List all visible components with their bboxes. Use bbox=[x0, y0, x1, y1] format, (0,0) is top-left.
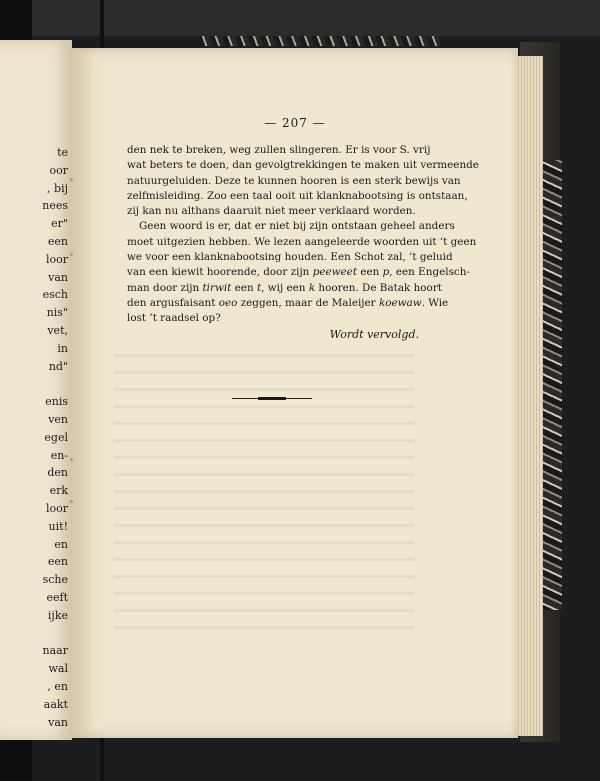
left-page-fragment: ijke bbox=[47, 608, 68, 622]
left-page-fragment: sche bbox=[42, 573, 68, 587]
left-page-fragment: nd" bbox=[48, 359, 68, 373]
text-line bbox=[127, 219, 455, 234]
text-segment: natuurgeluiden. Deze te kunnen hooren is een sterk bewijs van bbox=[127, 174, 461, 187]
left-page-fragment: te bbox=[57, 146, 68, 159]
text-segment: man door zijn bbox=[127, 281, 203, 294]
left-page-fragment: er" bbox=[51, 217, 68, 231]
text-segment: wat beters te doen, dan gevolgtrekkingen te maken uit vermeende bbox=[127, 159, 479, 172]
text-line bbox=[127, 204, 419, 219]
section-divider bbox=[232, 398, 312, 399]
italic-word: peeweet bbox=[312, 266, 358, 279]
left-page bbox=[0, 40, 72, 740]
text-segment: zij kan nu althans daaruit niet meer verklaard worden. bbox=[127, 205, 416, 218]
page-number: — 207 — bbox=[264, 116, 326, 130]
left-page-fragment: wal bbox=[48, 662, 68, 676]
italic-word: t bbox=[256, 281, 262, 294]
left-page-fragment: nees bbox=[42, 199, 68, 213]
left-page-fragment: den bbox=[47, 466, 68, 480]
left-page-text-fragments bbox=[42, 144, 68, 731]
margin-spot bbox=[70, 500, 73, 503]
left-page-fragment: uit! bbox=[48, 519, 68, 533]
left-page-fragment: en- bbox=[50, 448, 68, 462]
text-line bbox=[127, 311, 419, 326]
text-segment: van een kiewit hoorende, door zijn bbox=[127, 266, 313, 279]
text-line bbox=[127, 281, 442, 296]
left-page-fragment: eeft bbox=[46, 590, 68, 604]
text-segment: we voor een klanknabootsing houden. Een Schot zal, ’t geluid bbox=[127, 251, 453, 264]
left-page-fragment bbox=[42, 625, 68, 643]
left-page-fragment bbox=[42, 375, 68, 393]
left-page-fragment: een bbox=[47, 555, 68, 569]
left-page-fragment: en bbox=[54, 537, 68, 551]
left-page-fragment: esch bbox=[42, 288, 68, 302]
margin-spot bbox=[70, 458, 73, 461]
text-segment: , wij een bbox=[261, 281, 309, 294]
marbled-endpaper-top bbox=[200, 36, 440, 46]
italic-word: p bbox=[382, 266, 390, 279]
text-segment: een bbox=[231, 281, 257, 294]
left-page-fragment: egel bbox=[44, 430, 68, 444]
text-segment: lost ’t raadsel op? bbox=[127, 312, 221, 325]
italic-word: tirwit bbox=[202, 281, 232, 294]
left-page-fragment: enis bbox=[45, 395, 68, 409]
left-page-fragment: loor bbox=[45, 252, 68, 266]
text-segment: zeggen, maar de Maleijer bbox=[237, 296, 379, 309]
italic-word: k bbox=[308, 281, 316, 294]
left-page-fragment: een bbox=[47, 234, 68, 248]
italic-word: koewaw bbox=[378, 296, 422, 309]
left-page-fragment: , bij bbox=[47, 181, 68, 195]
right-page bbox=[72, 48, 518, 738]
marbled-endpaper bbox=[540, 160, 562, 610]
text-segment: den argusfaisant bbox=[127, 296, 219, 309]
scanner-bed-top bbox=[0, 0, 600, 36]
left-page-fragment: nis" bbox=[46, 306, 68, 320]
italic-word: oeo bbox=[218, 296, 238, 309]
text-line bbox=[127, 235, 477, 250]
text-segment: , een Engelsch- bbox=[389, 266, 470, 279]
text-segment: een bbox=[357, 266, 383, 279]
text-segment: hooren. De Batak hoort bbox=[315, 281, 442, 294]
left-page-fragment: aakt bbox=[43, 697, 68, 711]
show-through-text bbox=[114, 348, 414, 638]
left-page-fragment: van bbox=[48, 270, 68, 284]
text-segment: Geen woord is er, dat er niet bij zijn ontstaan geheel anders bbox=[139, 220, 455, 233]
text-segment: moet uitgezien hebben. We lezen aangeleerde woorden uit ’t geen bbox=[127, 235, 477, 248]
margin-spot bbox=[70, 253, 73, 256]
left-page-fragment: oor bbox=[49, 163, 68, 177]
left-page-fragment: vet, bbox=[47, 323, 68, 337]
signature-line: Wordt vervolgd. bbox=[329, 328, 419, 341]
text-line bbox=[127, 189, 468, 204]
section-divider-center bbox=[258, 397, 286, 400]
left-page-fragment: ven bbox=[48, 412, 68, 426]
text-segment: den nek te breken, weg zullen slingeren. Er is voor S. vrij bbox=[127, 144, 431, 156]
text-line bbox=[127, 174, 461, 189]
left-page-fragment: , en bbox=[47, 679, 68, 693]
text-line bbox=[127, 143, 431, 158]
left-page-fragment: van bbox=[48, 715, 68, 729]
margin-spot bbox=[70, 178, 73, 181]
body-text bbox=[127, 143, 479, 327]
left-page-fragment: in bbox=[57, 341, 68, 355]
text-segment: zelfmisleiding. Zoo een taal ooit uit klanknabootsing is ontstaan, bbox=[127, 189, 468, 202]
text-line bbox=[127, 296, 449, 311]
text-segment: . Wie bbox=[421, 296, 449, 309]
left-page-fragment: loor bbox=[45, 501, 68, 515]
left-page-fragment: erk bbox=[49, 484, 68, 498]
text-line bbox=[127, 250, 453, 265]
text-line bbox=[127, 158, 479, 173]
left-page-fragment: naar bbox=[42, 644, 68, 658]
text-line bbox=[127, 265, 470, 280]
